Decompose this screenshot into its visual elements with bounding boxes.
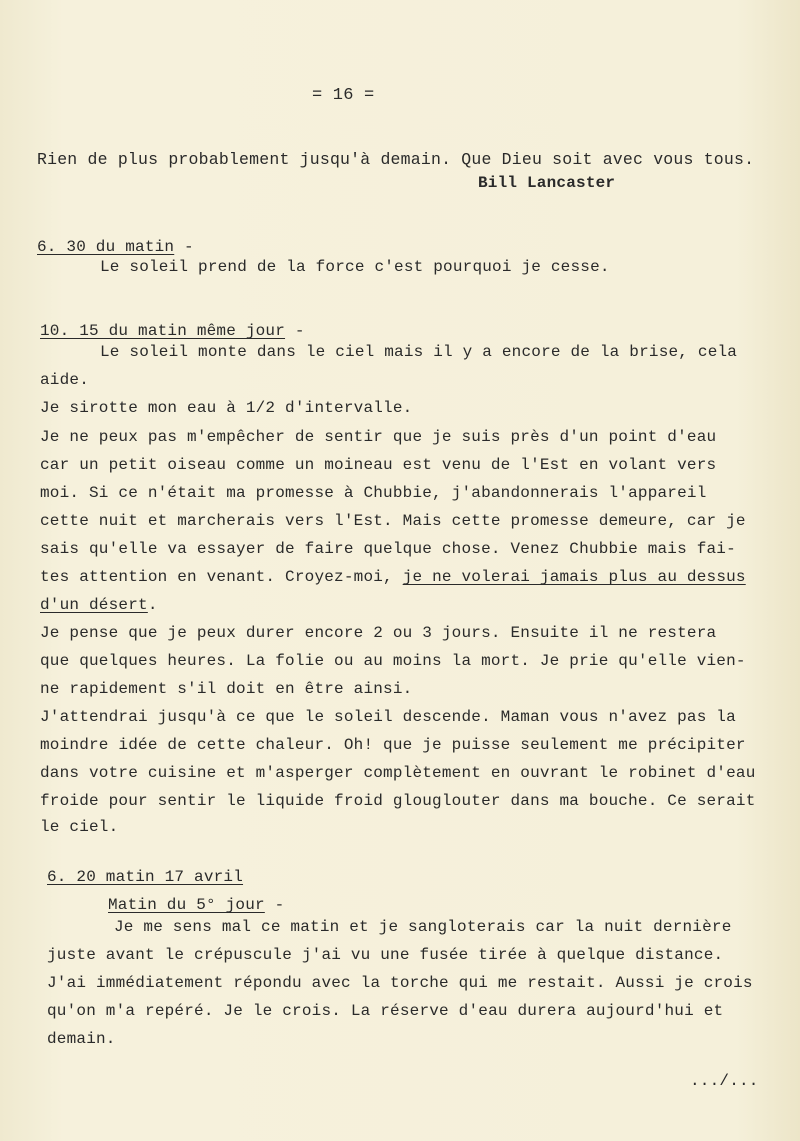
paragraph-line: que quelques heures. La folie ou au moins la mort. Je prie qu'elle vien- — [40, 652, 746, 670]
paragraph-line: qu'on m'a repéré. Je le crois. La réserve d'eau durera aujourd'hui et — [47, 1002, 724, 1020]
section-heading-2 — [40, 322, 305, 340]
page-number: = 16 = — [312, 86, 375, 105]
line-text: tes attention en venant. Croyez-moi, — [40, 568, 403, 586]
underlined-text: d'un désert — [40, 596, 148, 614]
section-subheading — [108, 896, 284, 914]
paragraph-line — [40, 596, 158, 614]
paragraph-line: froide pour sentir le liquide froid glouglouter dans ma bouche. Ce serait — [40, 792, 756, 810]
paragraph-line: dans votre cuisine et m'asperger complètement en ouvrant le robinet d'eau — [40, 764, 756, 782]
heading-dash: - — [174, 238, 194, 256]
line-text: . — [147, 596, 158, 614]
heading-dash: - — [264, 896, 285, 914]
paragraph-line: le ciel. — [40, 818, 119, 836]
section-heading-1 — [37, 238, 194, 256]
underlined-text: je ne volerai jamais plus au dessus — [402, 568, 746, 586]
paragraph-line: sais qu'elle va essayer de faire quelque chose. Venez Chubbie mais fai- — [40, 540, 736, 558]
paragraph-line: J'ai immédiatement répondu avec la torche qui me restait. Aussi je crois — [47, 974, 753, 992]
continuation-marker: .../... — [690, 1072, 759, 1090]
paragraph-line: Je ne peux pas m'empêcher de sentir que je suis près d'un point d'eau — [40, 428, 717, 446]
paragraph-line: Je pense que je peux durer encore 2 ou 3 jours. Ensuite il ne restera — [40, 624, 717, 642]
paragraph-line: Le soleil prend de la force c'est pourquoi je cesse. — [100, 258, 610, 276]
heading-text: 10. 15 du matin même jour — [40, 322, 286, 340]
paragraph-line: Le soleil monte dans le ciel mais il y a encore de la brise, cela — [100, 343, 738, 361]
paragraph-line: car un petit oiseau comme un moineau est venu de l'Est en volant vers — [40, 456, 717, 474]
paragraph-line — [40, 568, 746, 586]
signature: Bill Lancaster — [478, 174, 616, 192]
paragraph-line: ne rapidement s'il doit en être ainsi. — [40, 680, 413, 698]
heading-dash: - — [285, 322, 305, 340]
paragraph-line: moi. Si ce n'était ma promesse à Chubbie, j'abandonnerais l'appareil — [40, 484, 707, 502]
subheading-text: Matin du 5° jour — [108, 896, 265, 914]
paragraph-line: moindre idée de cette chaleur. Oh! que je puisse seulement me précipiter — [40, 736, 746, 754]
section-heading-3: 6. 20 matin 17 avril — [47, 868, 244, 886]
paragraph-line: J'attendrai jusqu'à ce que le soleil descende. Maman vous n'avez pas la — [40, 708, 736, 726]
paragraph-line: aide. — [40, 371, 90, 389]
paragraph-line: cette nuit et marcherais vers l'Est. Mais cette promesse demeure, car je — [40, 512, 746, 530]
paragraph-line: Je me sens mal ce matin et je sangloterais car la nuit dernière — [114, 918, 732, 936]
intro-line: Rien de plus probablement jusqu'à demain. Que Dieu soit avec vous tous. — [37, 150, 755, 169]
heading-text: 6. 30 du matin — [37, 238, 175, 256]
paragraph-line: demain. — [47, 1030, 116, 1048]
paragraph-line: Je sirotte mon eau à 1/2 d'intervalle. — [40, 399, 413, 417]
paragraph-line: juste avant le crépuscule j'ai vu une fusée tirée à quelque distance. — [47, 946, 724, 964]
